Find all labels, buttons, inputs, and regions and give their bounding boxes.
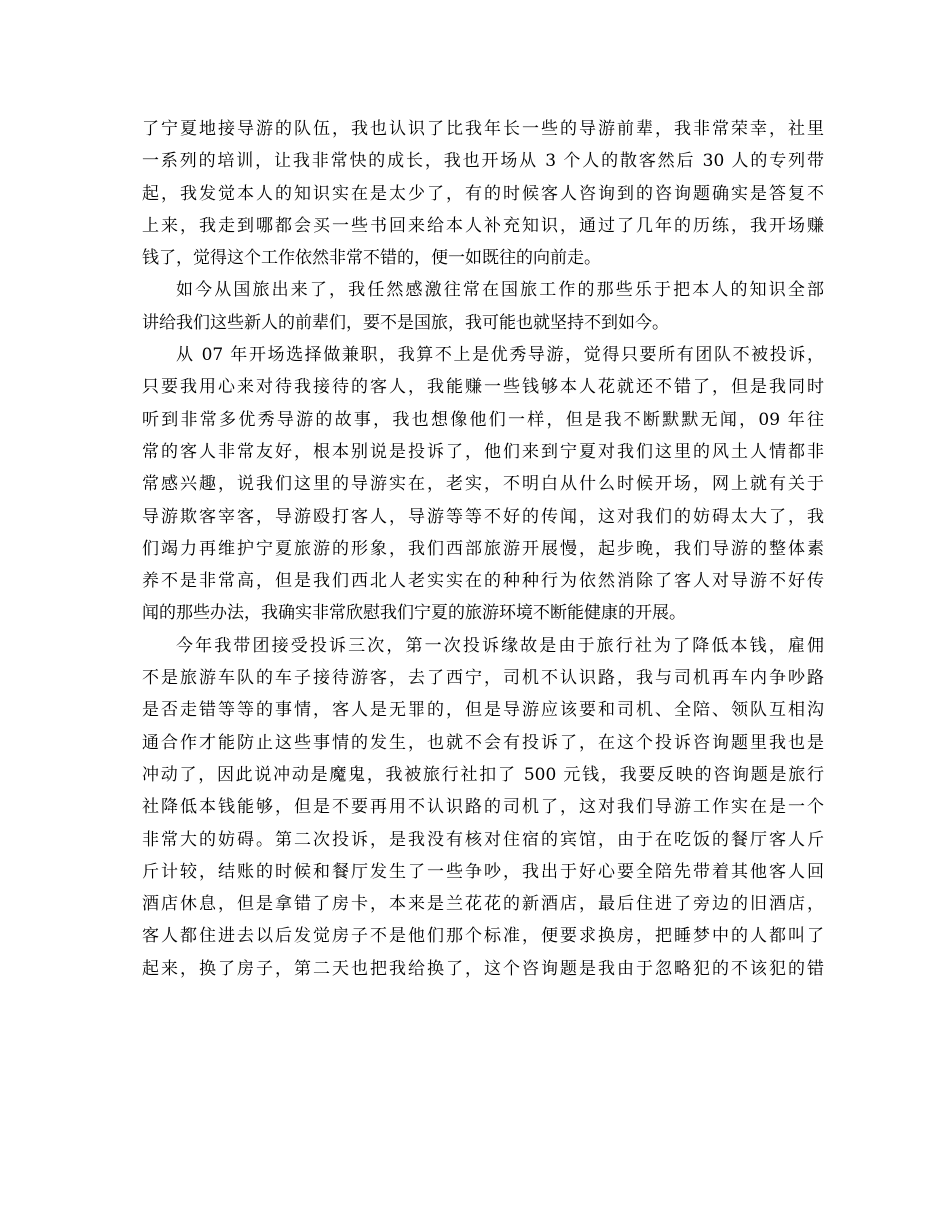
text-line: 通合作才能防止这些事情的发生，也就不会有投诉了，在这个投诉咨询题里我也是 bbox=[142, 732, 824, 753]
text-line: 听到非常多优秀导游的故事，我也想像他们一样，但是我不断默默无闻，09 年往 bbox=[142, 409, 824, 430]
text-line: 了宁夏地接导游的队伍，我也认识了比我年长一些的导游前辈，我非常荣幸，社里 bbox=[142, 119, 824, 139]
paragraph bbox=[142, 274, 824, 339]
text-line: 今年我带团接受投诉三次，第一次投诉缘故是由于旅行社为了降低本钱，雇佣 bbox=[176, 635, 824, 656]
text-line: 只要我用心来对待我接待的客人，我能赚一些钱够本人花就还不错了，但是我同时 bbox=[142, 377, 824, 398]
text-line: 一系列的培训，让我非常快的成长，我也开场从 3 个人的散客然后 30 人的专列带 bbox=[142, 151, 824, 172]
text-line: 钱了，觉得这个工作依然非常不错的，便一如既往的向前走。 bbox=[142, 248, 601, 269]
text-line: 斤计较，结账的时候和餐厅发生了一些争吵，我出于好心要全陪先带着其他客人回 bbox=[142, 861, 824, 882]
document-body bbox=[142, 113, 824, 985]
text-line: 常的客人非常友好，根本别说是投诉了，他们来到宁夏对我们这里的风土人情都非 bbox=[142, 441, 824, 462]
text-line: 冲动了，因此说冲动是魔鬼，我被旅行社扣了 500 元钱，我要反映的咨询题是旅行 bbox=[142, 764, 824, 785]
text-line: 非常大的妨碍。第二次投诉，是我没有核对住宿的宾馆，由于在吃饭的餐厅客人斤 bbox=[142, 829, 824, 850]
text-line: 酒店休息，但是拿错了房卡，本来是兰花花的新酒店，最后住进了旁边的旧酒店， bbox=[142, 894, 824, 915]
text-line: 社降低本钱能够，但是不要再用不认识路的司机了，这对我们导游工作实在是一个 bbox=[142, 797, 824, 818]
text-line: 客人都住进去以后发觉房子不是他们那个标准，便要求换房，把睡梦中的人都叫了 bbox=[142, 926, 824, 947]
text-line: 是否走错等等的事情，客人是无罪的，但是导游应该要和司机、全陪、领队互相沟 bbox=[142, 700, 824, 721]
text-line: 导游欺客宰客，导游殴打客人，导游等等不好的传闻，这对我们的妨碍太大了，我 bbox=[142, 506, 824, 527]
paragraph bbox=[142, 630, 824, 985]
text-line: 们竭力再维护宁夏旅游的形象，我们西部旅游开展慢，起步晚，我们导游的整体素 bbox=[142, 538, 824, 559]
text-line: 养不是非常高，但是我们西北人老实实在的种种行为依然消除了客人对导游不好传 bbox=[142, 571, 824, 592]
text-line: 不是旅游车队的车子接待游客，去了西宁，司机不认识路，我与司机再车内争吵路 bbox=[142, 668, 824, 689]
text-line: 如今从国旅出来了，我任然感激往常在国旅工作的那些乐于把本人的知识全部 bbox=[176, 280, 824, 301]
paragraph bbox=[142, 113, 824, 274]
text-line: 常感兴趣，说我们这里的导游实在，老实，不明白从什么时候开场，网上就有关于 bbox=[142, 474, 824, 495]
text-line: 闻的那些办法，我确实非常欣慰我们宁夏的旅游环境不断能健康的开展。 bbox=[142, 603, 686, 624]
text-line: 上来，我走到哪都会买一些书回来给本人补充知识，通过了几年的历练，我开场赚 bbox=[142, 215, 824, 236]
text-line: 起来，换了房子，第二天也把我给换了，这个咨询题是我由于忽略犯的不该犯的错 bbox=[142, 958, 824, 979]
text-line: 起，我发觉本人的知识实在是太少了，有的时候客人咨询到的咨询题确实是答复不 bbox=[142, 183, 824, 204]
text-line: 从 07 年开场选择做兼职，我算不上是优秀导游，觉得只要所有团队不被投诉， bbox=[176, 345, 824, 366]
paragraph bbox=[142, 339, 824, 630]
text-line: 讲给我们这些新人的前辈们，要不是国旅，我可能也就坚持不到如今。 bbox=[142, 312, 669, 333]
